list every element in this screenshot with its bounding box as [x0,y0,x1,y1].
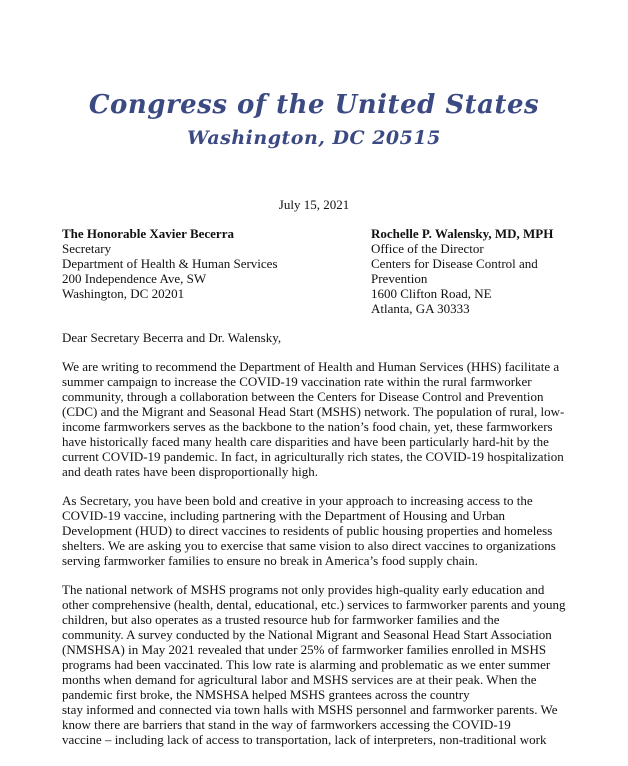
recipient-address-left [62,226,342,301]
body-paragraph-2 [62,493,562,568]
text-line: summer campaign to increase the COVID-19 vaccination rate within the rural farmworker [62,374,532,389]
body-paragraph-3 [62,582,566,747]
text-line: children, but also operates as a trusted resource hub for farmworker families and the [62,612,500,627]
text-line: community, through a collaboration between the Centers for Disease Control and Prevention [62,389,544,404]
text-line: months when demand for agricultural labor and MSHS services are at their peak. When the [62,672,537,687]
text-line: vaccine – including lack of access to transportation, lack of interpreters, non-traditional work [62,732,547,747]
text-line: have historically faced many health care disparities and have been particularly hard-hit by the [62,434,549,449]
text-line: and death rates have been disproportionally high. [62,464,318,479]
text-line: stay informed and connected via town halls with MSHS personnel and farmworker parents. We [62,702,558,717]
letterhead [0,86,628,152]
text-line: The national network of MSHS programs not only provides high-quality early education and [62,582,545,597]
text-line: community. A survey conducted by the National Migrant and Seasonal Head Start Association [62,627,552,642]
text-line: (CDC) and the Migrant and Seasonal Head Start (MSHS) network. The population of rural, low- [62,404,565,419]
recipient-name: Rochelle P. Walensky, MD, MPH [371,226,554,241]
text-line: serving farmworker families to ensure no break in America’s food supply chain. [62,553,478,568]
text-line: know there are barriers that stand in the way of farmworkers accessing the COVID-19 [62,717,511,732]
address-line: 1600 Clifton Road, NE [371,286,492,301]
text-line: (NMSHSA) in May 2021 revealed that under 25% of farmworker families enrolled in MSHS [62,642,547,657]
address-line: 200 Independence Ave, SW [62,271,207,286]
text-line: current COVID-19 pandemic. In fact, in agriculturally rich states, the COVID-19 hospitalization [62,449,564,464]
text-line: programs had been vaccinated. This low rate is alarming and problematic as we enter summer [62,657,551,672]
letterhead-location: Washington, DC 20515 [187,127,441,149]
address-line: Centers for Disease Control and [371,256,538,271]
text-line: As Secretary, you have been bold and creative in your approach to increasing access to the [62,493,533,508]
text-line: other comprehensive (health, dental, educational, etc.) services to farmworker parents and young [62,597,566,612]
address-line: Office of the Director [371,241,484,256]
recipient-address-right [371,226,591,316]
salutation: Dear Secretary Becerra and Dr. Walensky, [62,330,282,345]
address-line: Department of Health & Human Services [62,256,278,271]
recipient-name: The Honorable Xavier Becerra [62,226,234,241]
text-line: pandemic first broke, the NMSHSA helped MSHS grantees across the country [62,687,470,702]
address-line: Washington, DC 20201 [62,286,185,301]
text-line: Development (HUD) to direct vaccines to residents of public housing properties and homeless [62,523,553,538]
letter-date: July 15, 2021 [278,197,350,212]
address-line: Atlanta, GA 30333 [371,301,470,316]
text-line: COVID-19 vaccine, including partnering with the Department of Housing and Urban [62,508,505,523]
text-line: shelters. We are asking you to exercise that same vision to also direct vaccines to organizations [62,538,556,553]
body-paragraph-1 [62,359,565,479]
address-line: Prevention [371,271,428,286]
text-line: income farmworkers serves as the backbone to the nation’s food chain, yet, these farmworkers [62,419,553,434]
address-line: Secretary [62,241,112,256]
text-line: We are writing to recommend the Department of Health and Human Services (HHS) facilitate a [62,359,560,374]
letterhead-title: Congress of the United States [88,90,540,120]
